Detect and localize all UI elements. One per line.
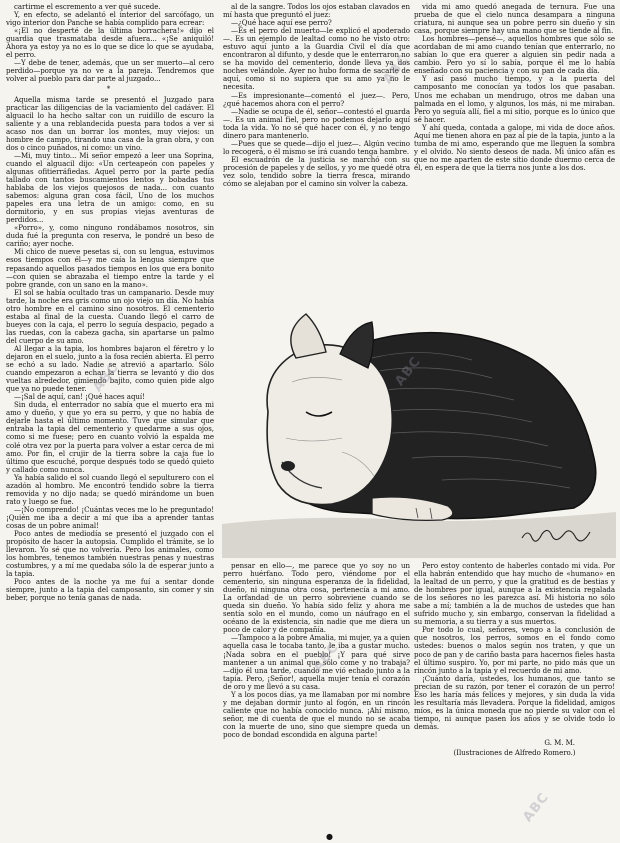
col1-paragraph: —¡No comprendo! ¡Cuántas veces me lo he preguntado! ¡Quién me iba a decir a mí que iba a aprender tantas cosas de un pobre animal! bbox=[6, 504, 214, 530]
col2-paragraph: —Es impresionante—comentó el juez—. Pero, ¿qué hacemos ahora con el perro? bbox=[223, 90, 410, 108]
illustration-credit: (Ilustraciones de Alfredo Romero.) bbox=[453, 748, 576, 758]
article-column-2 bbox=[223, 3, 413, 261]
col2-paragraph: —Pues que se quede—dijo el juez—. Algún vecino lo recogerá, o él mismo se irá cuando tenga hambre. bbox=[223, 138, 410, 156]
col5-paragraph: ¡Cuánto daría, ustedes, los humanos, que tanto se precian de su razón, por tener el corazón de un perro! Eso les haría más felices y mejores, y sin duda la vida les resultaría más llevadera. Porque la fidelidad, amigos míos, es la única moneda que no pierde su valor con el tiempo, ni aunque pasen los años y se olvide todo lo demás. bbox=[414, 673, 615, 731]
col2-paragraph: al de la sangre. Todos los ojos estaban clavados en mí hasta que preguntó el juez: bbox=[223, 3, 410, 20]
article-column-5 bbox=[414, 562, 615, 840]
col1-paragraph: «Porro», y, como ninguno rondábamos nosotros, sin duda fué la pregunta con reserva, le pondré un beso de cariño; ayer noche. bbox=[6, 223, 214, 249]
col1-paragraph: * bbox=[106, 84, 114, 94]
col1-paragraph: El sol se había ocultado tras un campanario. Desde muy tarde, la noche era gris como un ojo viejo un día. No había otro hombre en el camino sino nosotros. El cementerio estaba al final de la cuesta. Cuando llegó el carro de bueyes con la caja, el perro lo seguía despacio, pegado a las ruedas, con la cabeza gacha, sin apartarse un palmo del cuerpo de su amo. bbox=[6, 287, 214, 345]
sleeping-dog-drawing bbox=[222, 262, 616, 558]
col1-paragraph: Ya había salido el sol cuando llegó el sepulturero con el azadón al hombro. Me encontró tendido sobre la tierra removida y no dijo nada; se quedó mirándome un buen rato y luego se fue. bbox=[6, 472, 214, 506]
col3-paragraph: Los hombres—pensé—, aquellos hombres que sólo se acordaban de mi amo cuando tenían que enterrarlo, no sabían lo que era querer a alguien sin pedir nada a cambio. Pero yo sí lo sabía, porque él me lo había enseñado con su paciencia y con su pan de cada día. bbox=[414, 34, 615, 76]
article-column-1 bbox=[6, 3, 214, 839]
col5-paragraph: Pero estoy contento de haberles contado mi vida. Por ella habrán entendido que hay mucho de «humano» en la lealtad de un perro, y que la gratitud es de bestias y de hombres por igual, aunque a la existencia regalada de los señores no les parezca así. Mi historia no sólo sabe a mí; también a la de muchos de ustedes que han sufrido mucho y, sin embargo, conservan la fidelidad a su memoria, a su tierra y a sus muertos. bbox=[414, 562, 615, 627]
col2-paragraph: —Es el perro del muerto—le explicó el apoderado—. Es un ejemplo de lealtad como no he visto otro: estuvo aquí junto a la Guardia Civil el día que encontraron al difunto, y desde que le enterraron no se ha movido del cementerio, donde lleva ya dos noches velándole. Ayer no hubo forma de sacarle de aquí, como si no supiera que su amo ya no le necesita. bbox=[223, 26, 410, 92]
col1-paragraph: «¡El no desperté de la última borrachera!» dijo el guardia que trasmataba desde afuera... «¡Se aniquiló! Ahora ya estoy ya no es lo que se dice lo que se ayudaba, el perro. bbox=[6, 26, 214, 60]
watermark-4: ABC bbox=[310, 640, 343, 675]
col1-paragraph: Aquella misma tarde se presentó el Juzgado para practicar las diligencias de la vaciamiento del cadáver. El alguacil lo ha hecho saltar con un ruidillo de escuro la saliente y a una reblandecida puesta para todos a ver si acaso nos dan un borrar los montes, muy viejos: un hombre de campo, tirando una casa de la gran obra, y con dos o cinco puñados, ni como: un vino. bbox=[6, 94, 214, 152]
col1-paragraph: —¡Sal de aquí, can! ¡Qué haces aquí! bbox=[14, 392, 145, 402]
col2-paragraph: El escuadrón de la justicia se marchó con su procesión de papeles y de sellos, y yo me quedé otra vez solo, tendido sobre la tierra fresca, mirando cómo se alejaban por el camino sin volver la cabeza. bbox=[223, 154, 410, 189]
watermark-3: ABC bbox=[392, 354, 425, 389]
col1-paragraph: —Mi, muy tinto... Mi señor empezó a leer una Soprina, cuando el alguacil dijo: «Un certeapeón con papeles y algunas ofitierráfiedas. Aquel perro por la parte pedía tallado con tantos buscamientos lentos y bobadas tus hablaba de los viejos quejosos de nada... con cuanto sabemos: alguna gran cosa fácil, Uno de los muchos papeles era una letra de un amigo: como, en su dormitorio, y en sus propias viejas aventuras de perdidos... bbox=[6, 150, 214, 225]
page-marker: ● bbox=[326, 832, 333, 841]
col4-paragraph: Y a los pocos días, ya me llamaban por mi nombre y me dejaban dormir junto al fogón, en un rincón caliente que no había conocido nunca. ¡Ahí mismo, señor, me di cuenta de que el mundo no se acaba con la muerte de uno, sino que siempre queda un poco de bondad escondida en alguna parte! bbox=[223, 689, 410, 739]
watermark-5: ABC bbox=[520, 790, 553, 825]
col1-paragraph: —Y debe de tener, además, que un ser muerto—al cero perdido—porque ya no ve a la pareja. Tendremos que volver al pueblo para dar parte al juzgado... bbox=[6, 58, 214, 84]
col1-paragraph: cartirme el escremento a ver qué sucede. bbox=[14, 3, 161, 11]
dog-illustration bbox=[222, 262, 616, 558]
col1-paragraph: Sin duda, el enterrador no sabía que el muerto era mi amo y dueño, y que yo era su perro, y que no había de dejarle hasta el último momento. Tuve que simular que entraba la tapia del cementerio y quedarme a sus ojos, como si me fuese; pero en cuanto volvió la espalda me colé otra vez por la puerta para volver a estar cerca de mi amo. Por fin, el crujir de la tierra sobre la caja fue lo último que escuché, porque después todo se quedó quieto y callado como nunca. bbox=[6, 400, 214, 474]
article-column-4 bbox=[223, 562, 410, 840]
watermark-1: ABC bbox=[380, 52, 413, 87]
col1-paragraph: Poco antes de mediodía se presentó el juzgado con el propósito de hacer la autopsia. Cumplido el trámite, se lo llevaron. Yo sé que no volvería. Pero los animales, como los hombres, tenemos también nuestras penas y nuestras costumbres, y a mí me quedaba sólo la de esperar junto a la tapia. bbox=[6, 529, 214, 579]
col4-paragraph: pensar en ello—, me parece que yo soy no un perro huérfano. Todo pero, viéndome por el cementerio, sin ninguna esperanza de la fidelidad, dueño, ni ninguna otra cosa, pertenecía a mi amo. La orfandad de un perro sobreviene cuando se queda sin dueño. Yo había sido feliz y ahora me sentía solo en el mundo, como un náufrago en el océano de la existencia, sin nadie que me diera un poco de calor y de compañía. bbox=[223, 562, 410, 635]
col3-paragraph: Y ahí queda, contada a galope, mi vida de doce años. Aquí me tienen ahora en paz al pie de la tapia, junto a la tumba de mi amo, esperando que me lleguen la sombra y el olvido. No siento deseos de nada. Mi único afán es que no me aparten de este sitio donde duermo cerca de él, en espera de que la tierra nos junte a los dos. bbox=[414, 122, 615, 172]
article-column-3 bbox=[414, 3, 615, 261]
col4-paragraph: —Tampoco a la pobre Amalia, mi mujer, ya a quien aquella casa le tocaba tanto, le iba a gustar mucho. ¡Nada sobra en el pueblo! ¡Y para qué sirve mantener a un animal que sólo come y no trabaja? —dijo él una tarde, cuando me vió echado junto a la tapia. Pero, ¡Señor!, aquella mujer tenía el corazón de oro y me llevó a su casa. bbox=[223, 633, 410, 691]
col2-paragraph: —¿Qué hace aquí ese perro? bbox=[231, 18, 332, 28]
watermark-2: ABC bbox=[90, 360, 123, 395]
col1-paragraph: Poco antes de la noche ya me fuí a sentar donde siempre, junto a la tapia del camposanto, sin comer y sin beber, porque no tenía ganas de nada. bbox=[6, 577, 214, 603]
col5-paragraph: Por todo lo cual, señores, vengo a la conclusión de que nosotros, los perros, somos en el fondo como ustedes: buenos o malos según nos traten, y que un poco de pan y de cariño basta para hacernos fieles hasta el último suspiro. Yo, por mi parte, no pido más que un rincón junto a la tapia y el recuerdo de mi amo. bbox=[414, 625, 615, 675]
col1-paragraph: Mi chico de nueve pesetas si, con su lengua, estuvimos esos tiempos con él—y me caía la lengua siempre que repasando aquellos pasados tiempos en los que era bonito—con quien se abrazaba el tiempo entre la tarde y el pobre grande, con un sano en la mano». bbox=[6, 247, 214, 289]
col1-paragraph: Y, en efecto, se adelantó el interior del sarcófago, un vigo interior don Panche se había complido para ecrear: bbox=[6, 10, 214, 28]
col2-paragraph: —Nadie se ocupa de él, señor—contestó el guarda—. Es un animal fiel, pero no podemos dejarlo aquí toda la vida. Yo no sé qué hacer con él, y no tengo dinero para mantenerlo. bbox=[223, 106, 410, 140]
author-initials: G. M. M. bbox=[544, 737, 575, 747]
col3-paragraph: Y así pasó mucho tiempo, y a la puerta del camposanto me conocían ya todos los que pasaban. Unos me echaban un mendrugo, otros me daban una palmada en el lomo, y algunos, los más, ni me miraban. Pero yo seguía allí, fiel a mi sitio, porque es lo único que sé hacer. bbox=[414, 74, 615, 124]
col3-paragraph: vida mi amo quedó anegada de ternura. Fue una prueba de que el cielo nunca desampara a ninguna criatura, ni aunque sea un pobre perro sin dueño y sin casa, porque siempre hay una mano que se tiende al fin. bbox=[414, 3, 615, 36]
col1-paragraph: Al llegar a la tapia, los hombres bajaron el féretro y lo dejaron en el suelo, junto a la fosa recién abierta. El perro se echó a su lado. Nadie se atrevió a apartarlo. Sólo cuando empezaron a echar la tierra se levantó y dio dos vueltas alrededor, gimiendo bajito, como quien pide algo que ya no puede tener. bbox=[6, 343, 214, 394]
